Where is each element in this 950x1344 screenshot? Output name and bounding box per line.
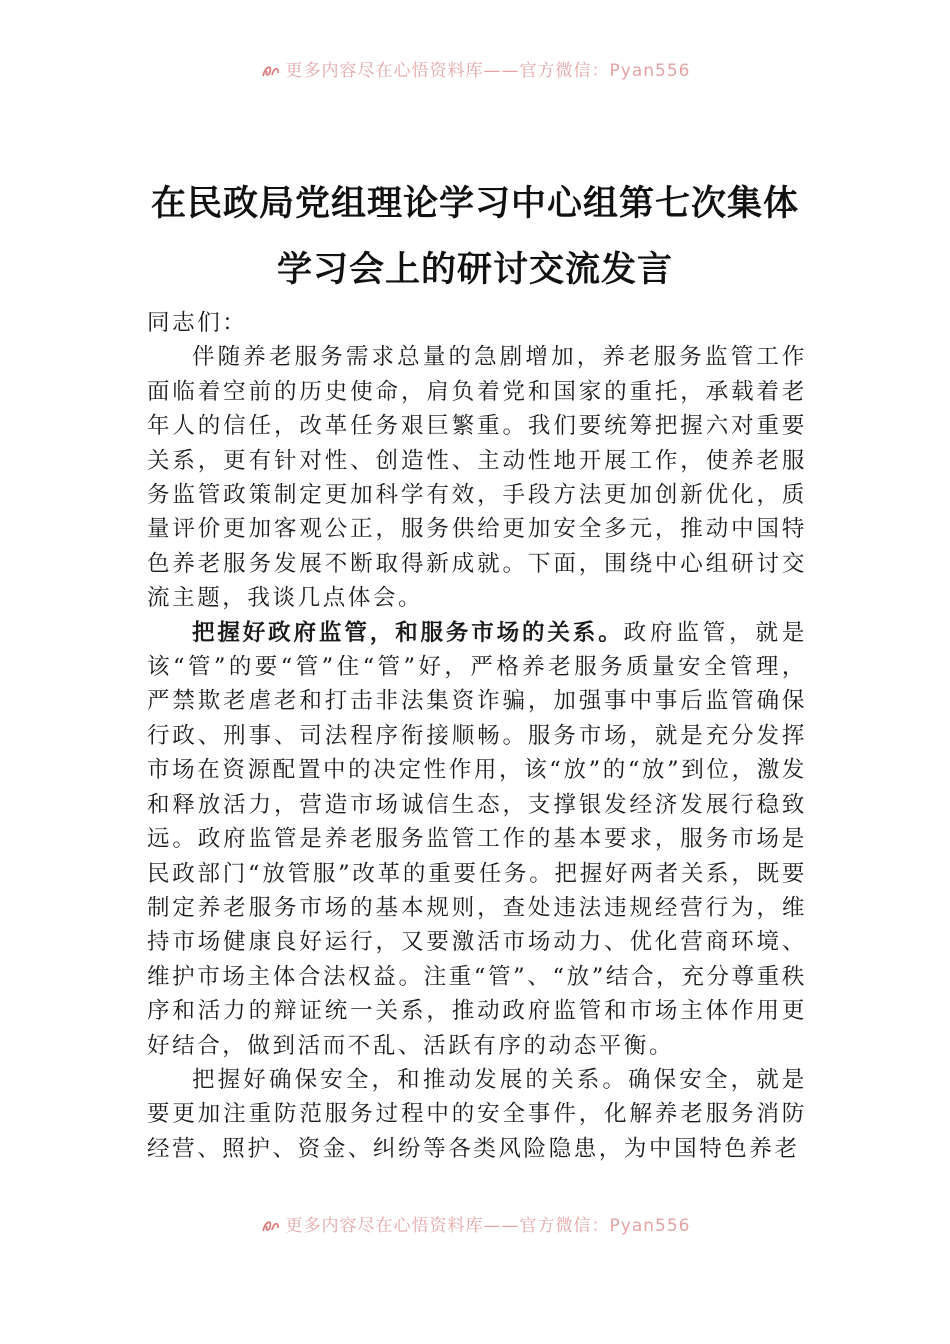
document-title-line-1: 在民政局党组理论学习中心组第七次集体 bbox=[150, 183, 799, 224]
logo-icon bbox=[260, 63, 282, 79]
logo-icon bbox=[260, 1218, 282, 1234]
watermark-text: 更多内容尽在心悟资料库——官方微信：Pyan556 bbox=[285, 1216, 691, 1236]
watermark-top bbox=[0, 58, 950, 84]
paragraph-3: 把握好确保安全，和推动发展的关系。确保安全，就是要更加注重防范服务过程中的安全事件，化解养老服务消防经营、照护、资金、纠纷等各类风险隐患，为中国特色养老 bbox=[147, 1066, 807, 1162]
document-title-line-2: 学习会上的研讨交流发言 bbox=[276, 249, 673, 290]
paragraph-2-lead: 把握好政府监管，和服务市场的关系。 bbox=[192, 619, 624, 646]
paragraph-2-text: 政府监管，就是该“管”的要“管”住“管”好，严格养老服务质量安全管理，严禁欺老虐老和打击非法集资诈骗，加强事中事后监管确保行政、刑事、司法程序衔接顺畅。服务市场，就是充分发挥市场在资源配置中的决定性作用，该“放”的“放”到位，激发和释放活力，营造市场诚信生态，支撑银发经济发展行稳致远。政府监管是养老服务监管工作的基本要求，服务市场是民政部门“放管服”改革的重要任务。把握好两者关系，既要制定养老服务市场的基本规则，查处违法违规经营行为，维持市场健康良好运行，又要激活市场动力、优化营商环境、维护市场主体合法权益。注重“管”、“放”结合，充分尊重秩序和活力的辩证统一关系，推动政府监管和市场主体作用更好结合，做到活而不乱、活跃有序的动态平衡。 bbox=[147, 619, 807, 1059]
salutation: 同志们： bbox=[147, 310, 248, 336]
document-body bbox=[147, 306, 807, 1166]
watermark-text: 更多内容尽在心悟资料库——官方微信：Pyan556 bbox=[285, 61, 691, 81]
paragraph-2 bbox=[147, 616, 807, 1063]
paragraph-1: 伴随养老服务需求总量的急剧增加，养老服务监管工作面临着空前的历史使命，肩负着党和国家的重托，承载着老年人的信任，改革任务艰巨繁重。我们要统筹把握六对重要关系，更有针对性、创造性、主动性地开展工作，使养老服务监管政策制定更加科学有效，手段方法更加创新优化，质量评价更加客观公正，服务供给更加安全多元，推动中国特色养老服务发展不断取得新成就。下面，围绕中心组研讨交流主题，我谈几点体会。 bbox=[147, 344, 807, 612]
watermark-bottom bbox=[0, 1213, 950, 1239]
